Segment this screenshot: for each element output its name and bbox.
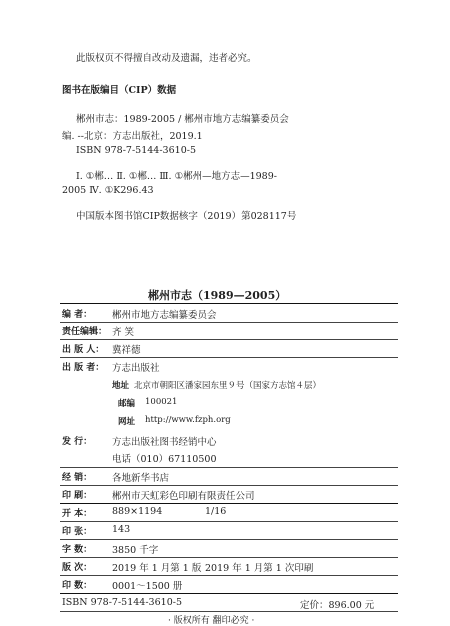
address-value: 北京市朝阳区潘家园东里９号（国家方志馆４层）: [134, 381, 322, 391]
print-run-label: 印 数：: [62, 581, 93, 591]
divider: [60, 485, 398, 486]
book-title: 郴州市志（1989—2005）: [148, 289, 287, 302]
divider: [60, 339, 398, 340]
divider: [60, 521, 398, 522]
address-label: 地址: [112, 381, 130, 391]
print-run-value: 0001～1500 册: [112, 581, 183, 592]
postcode-value: 100021: [145, 397, 178, 407]
distribution-label: 发 行：: [62, 437, 93, 447]
cip-heading: 图书在版编目（CIP）数据: [62, 85, 177, 96]
isbn-bottom: ISBN 978-7-5144-3610-5: [62, 597, 182, 608]
price: 定价：896.00 元: [300, 600, 375, 611]
format-value: 889×1194: [112, 506, 163, 517]
copyright-notice: 此版权页不得擅自改动及遗漏，违者必究。: [76, 53, 257, 64]
divider: [60, 593, 398, 594]
website-label: 网址: [118, 417, 136, 427]
editor-value: 郴州市地方志编纂委员会: [112, 310, 217, 321]
cip-line-5: 2005 Ⅳ. ①K296.43: [62, 185, 154, 196]
responsible-editor-value: 齐 笑: [112, 327, 135, 338]
words-label: 字 数：: [62, 545, 93, 555]
divider: [60, 557, 398, 558]
seller-value: 各地新华书店: [112, 473, 170, 484]
distribution-value: 方志出版社图书经销中心: [112, 437, 217, 448]
publisher-person-label: 出 版 人：: [62, 345, 105, 355]
divider: [60, 575, 398, 576]
divider: [60, 467, 398, 468]
divider: [60, 611, 398, 612]
cip-line-2: 编. --北京：方志出版社，2019.1: [62, 131, 203, 142]
edition-label: 版 次：: [62, 563, 93, 573]
responsible-editor-label: 责任编辑：: [62, 327, 108, 337]
phone-value: 电话（010）67110500: [112, 454, 217, 465]
divider: [60, 303, 398, 304]
format-label: 开 本：: [62, 509, 93, 519]
rights-notice: · 版权所有 翻印必究 ·: [168, 616, 255, 626]
editor-label: 编 者：: [62, 310, 93, 320]
cip-line-3: ISBN 978-7-5144-3610-5: [76, 145, 196, 156]
printer-label: 印 刷：: [62, 491, 93, 501]
postcode-label: 邮编: [118, 399, 136, 409]
publisher-label: 出 版 者：: [62, 363, 105, 373]
publisher-person-value: 冀祥德: [112, 345, 141, 356]
website-value: http://www.fzph.org: [145, 415, 231, 425]
seller-label: 经 销：: [62, 473, 93, 483]
format-fraction: 1/16: [205, 506, 227, 517]
cip-line-4: Ⅰ. ①郴… Ⅱ. ①郴… Ⅲ. ①郴州—地方志—1989-: [76, 171, 277, 182]
sheets-value: 143: [112, 524, 131, 535]
divider: [60, 357, 398, 358]
edition-value: 2019 年 1 月第 1 版: [112, 563, 202, 574]
cip-record-number: 中国版本图书馆CIP数据核字（2019）第028117号: [76, 211, 297, 222]
sheets-label: 印 张：: [62, 527, 93, 537]
edition-printing: 2019 年 1 月第 1 次印刷: [205, 563, 314, 574]
words-value: 3850 千字: [112, 545, 159, 556]
cip-line-1: 郴州市志：1989-2005 / 郴州市地方志编纂委员会: [76, 114, 289, 125]
divider: [60, 503, 398, 504]
divider: [60, 539, 398, 540]
divider: [60, 322, 398, 323]
printer-value: 郴州市天虹彩色印刷有限责任公司: [112, 491, 255, 502]
publisher-value: 方志出版社: [112, 363, 160, 374]
